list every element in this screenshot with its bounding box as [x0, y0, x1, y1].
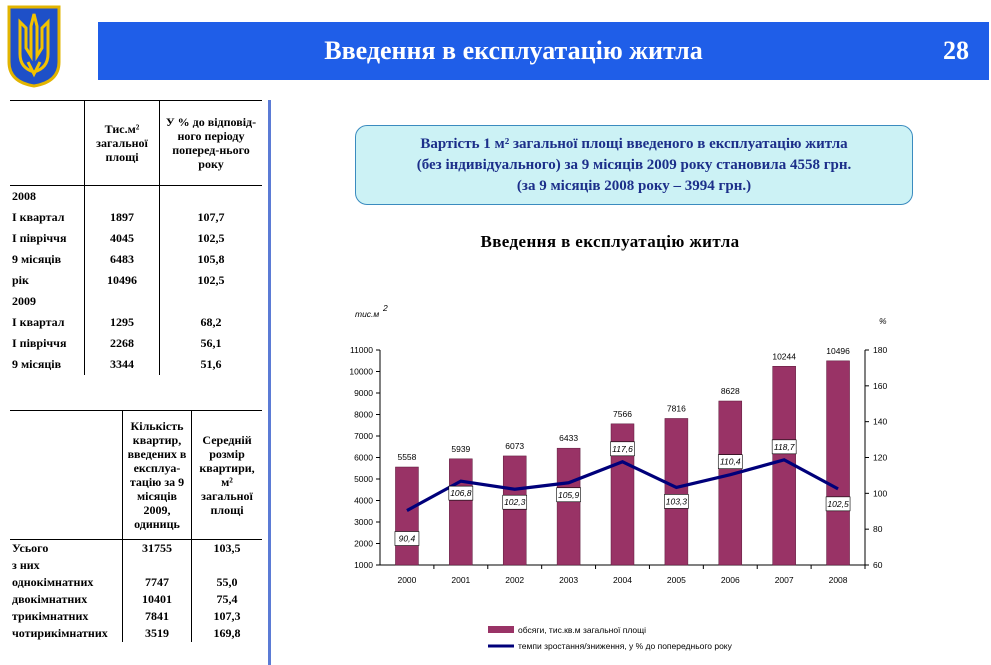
- bar-value-label: 6073: [505, 440, 525, 451]
- table2-cell-label: однокімнатних: [10, 574, 123, 591]
- housing-cost-callout: [355, 125, 913, 205]
- chart-title: Введення в експлуатацію житла: [480, 232, 740, 251]
- x-axis-tick-label: 2005: [666, 575, 686, 585]
- callout-line-3: (за 9 місяців 2008 року – 3994 грн.): [516, 178, 752, 194]
- table1-cell-col1: 10496: [85, 270, 160, 291]
- table1-row: [10, 228, 262, 249]
- bar-value-label: 7816: [666, 403, 686, 414]
- table1-header-blank: [10, 101, 85, 186]
- table2-cell-label: Усього: [10, 540, 123, 558]
- table2-row: [10, 540, 262, 558]
- table1-cell-label: І півріччя: [10, 333, 85, 354]
- table2-cell-col2: 75,4: [216, 592, 238, 606]
- apartments-table: [10, 410, 262, 642]
- table1-cell-label: 2009: [10, 291, 85, 312]
- table2-cell-col2: 55,0: [216, 575, 238, 589]
- table2-cell-label: трикімнатних: [10, 608, 123, 625]
- table2-row: [10, 625, 262, 642]
- bar: [827, 361, 850, 565]
- table1-row: [10, 249, 262, 270]
- table2-row: [10, 608, 262, 625]
- legend-bar-swatch: [488, 626, 514, 633]
- bar: [395, 467, 418, 565]
- callout-line-1: Вартість 1 м² загальної площі введеного в експлуатацію житла: [420, 136, 848, 152]
- table1-row: [10, 333, 262, 354]
- bar-value-label: 5939: [451, 443, 471, 454]
- left-axis-tick-label: 7000: [354, 431, 373, 441]
- growth-rate-label: 102,5: [827, 498, 849, 509]
- bar-value-label: 7566: [613, 408, 632, 419]
- table1-cell-col1: 1295: [85, 312, 160, 333]
- table1-cell-label: 9 місяців: [10, 354, 85, 375]
- right-axis-unit: %: [879, 316, 887, 326]
- table1-cell-label: 9 місяців: [10, 249, 85, 270]
- left-axis-tick-label: 11000: [349, 345, 373, 355]
- table1-cell-label: І півріччя: [10, 228, 85, 249]
- right-axis-tick-label: 60: [873, 560, 883, 570]
- table1-col1-header: Тис.м² загальної площі: [85, 101, 160, 186]
- left-axis-tick-label: 2000: [354, 538, 373, 549]
- left-axis-unit-superscript: 2: [383, 303, 388, 313]
- bar-value-label: 8628: [720, 385, 740, 396]
- left-axis-tick-label: 3000: [354, 517, 373, 527]
- left-axis-tick-label: 8000: [354, 409, 373, 420]
- table1-cell-col1: [85, 291, 160, 312]
- table2-cell-col2: [192, 557, 263, 574]
- x-axis-tick-label: 2004: [613, 575, 632, 585]
- table1-cell-col1: 1897: [85, 207, 160, 228]
- growth-rate-label: 90,4: [398, 533, 416, 544]
- x-axis-tick-label: 2002: [505, 575, 525, 585]
- page-title: Введення в експлуатацію житла: [324, 36, 703, 65]
- table1-row: [10, 354, 262, 375]
- growth-rate-label: 106,8: [450, 488, 472, 499]
- table1-cell-label: І квартал: [10, 207, 85, 228]
- housing-completion-chart: [330, 300, 890, 660]
- vertical-divider: [268, 100, 271, 665]
- growth-rate-label: 102,3: [504, 497, 526, 508]
- legend-bar-label: обсяги, тис.кв.м загальної площі: [518, 625, 647, 635]
- table2-cell-col2: 107,3: [213, 609, 241, 623]
- table1-row: [10, 270, 262, 291]
- table2-cell-col1: 3519: [123, 625, 192, 642]
- table2-row: [10, 591, 262, 608]
- table1-cell-col2: 105,8: [197, 252, 225, 266]
- growth-rate-label: 110,4: [719, 456, 741, 467]
- table2-col2-header: Середній розмір квартири, м² загальної площі: [192, 411, 263, 540]
- table2-cell-col1: 7841: [123, 608, 192, 625]
- legend-line-label: темпи зростання/зниження, у % до попереднього року: [518, 641, 732, 651]
- coat-of-arms-emblem: [6, 4, 62, 88]
- x-axis-tick-label: 2006: [720, 575, 740, 585]
- table2-cell-col2: 103,5: [213, 541, 241, 555]
- callout-line-2: (без індивідуального) за 9 місяців 2009 року становила 4558 грн.: [416, 157, 852, 173]
- left-axis-tick-label: 1000: [354, 560, 373, 570]
- table2-cell-label: чотирикімнатних: [10, 625, 123, 642]
- completion-by-period-table: [10, 100, 262, 375]
- table1-col2-header: У % до відповід-ного періоду поперед-нього року: [160, 101, 263, 186]
- left-axis-tick-label: 6000: [354, 452, 373, 463]
- table1-cell-col2: 68,2: [200, 315, 222, 329]
- right-axis-tick-label: 140: [873, 416, 888, 427]
- left-axis-unit: тис.м: [355, 309, 380, 319]
- table1-cell-col1: 4045: [85, 228, 160, 249]
- right-axis-tick-label: 160: [873, 380, 888, 391]
- growth-rate-label: 117,6: [612, 443, 633, 454]
- left-axis-tick-label: 4000: [354, 495, 373, 506]
- header-bar: [98, 22, 989, 80]
- table1-cell-col1: 6483: [85, 249, 160, 270]
- growth-rate-label: 103,3: [665, 496, 688, 507]
- bar: [449, 459, 472, 565]
- x-axis-tick-label: 2008: [828, 575, 848, 585]
- right-axis-tick-label: 80: [873, 524, 883, 535]
- x-axis-tick-label: 2003: [559, 575, 579, 585]
- table2-cell-col1: 31755: [123, 540, 192, 558]
- x-axis-tick-label: 2007: [774, 575, 794, 585]
- x-axis-tick-label: 2000: [397, 575, 417, 585]
- table2-cell-col1: [123, 557, 192, 574]
- table1-cell-col1: 3344: [85, 354, 160, 375]
- left-axis-tick-label: 5000: [354, 474, 373, 484]
- table1-cell-label: рік: [10, 270, 85, 291]
- table2-col1-header: Кількість квартир, введених в експлуа-тацію за 9 місяців 2009, одиниць: [123, 411, 192, 540]
- growth-rate-label: 105,9: [557, 489, 580, 500]
- right-axis-tick-label: 120: [873, 452, 888, 463]
- table1-row: [10, 291, 262, 312]
- table1-cell-label: І квартал: [10, 312, 85, 333]
- table1-cell-col2: [160, 291, 263, 312]
- table2-row: [10, 557, 262, 574]
- bar: [557, 448, 580, 565]
- left-axis-tick-label: 9000: [354, 388, 373, 398]
- table2-cell-col1: 10401: [123, 591, 192, 608]
- table1-row: [10, 186, 262, 208]
- growth-rate-label: 118,7: [773, 441, 795, 452]
- table2-cell-label: з них: [10, 557, 123, 574]
- left-axis-tick-label: 10000: [349, 366, 373, 377]
- table1-row: [10, 312, 262, 333]
- table2-cell-col2: 169,8: [213, 626, 241, 640]
- bar: [719, 401, 742, 565]
- table1-cell-col2: 102,5: [197, 231, 225, 245]
- right-axis-tick-label: 180: [873, 345, 888, 355]
- table2-row: [10, 574, 262, 591]
- table1-cell-col2: 102,5: [197, 273, 225, 287]
- table1-cell-col1: [85, 186, 160, 208]
- bar-value-label: 6433: [559, 433, 579, 444]
- bar-value-label: 10244: [772, 351, 796, 362]
- table1-cell-col2: 107,7: [197, 210, 225, 224]
- table1-cell-label: 2008: [10, 186, 85, 208]
- bar-value-label: 10496: [826, 345, 850, 356]
- right-axis-tick-label: 100: [873, 488, 888, 499]
- bar-value-label: 5558: [397, 452, 417, 463]
- x-axis-tick-label: 2001: [451, 575, 471, 585]
- table2-cell-col1: 7747: [123, 574, 192, 591]
- table1-cell-col2: 56,1: [200, 336, 222, 350]
- bar: [503, 456, 526, 565]
- table1-cell-col1: 2268: [85, 333, 160, 354]
- table2-cell-label: двокімнатних: [10, 591, 123, 608]
- table2-header-blank: [10, 411, 123, 540]
- page-number: 28: [943, 36, 969, 65]
- table1-row: [10, 207, 262, 228]
- bar: [665, 418, 688, 565]
- table1-cell-col2: 51,6: [200, 357, 222, 371]
- table1-cell-col2: [160, 186, 263, 208]
